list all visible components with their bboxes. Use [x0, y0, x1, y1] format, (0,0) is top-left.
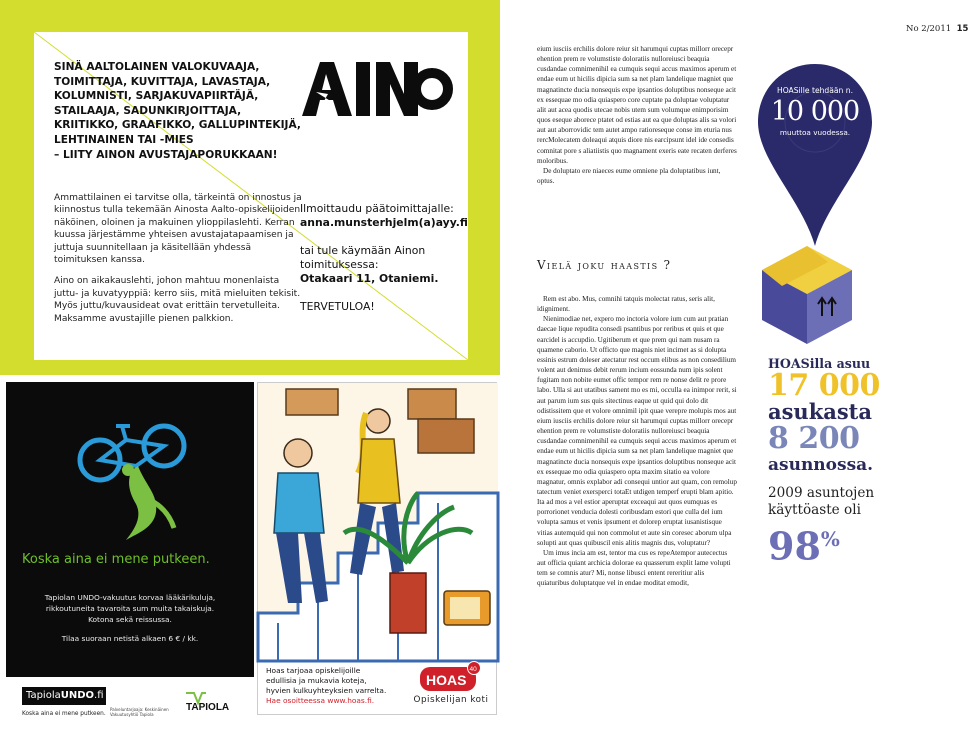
tapiola-copy — [6, 592, 254, 625]
svg-text:TAPIOLA: TAPIOLA — [186, 702, 230, 713]
tapiola-logo — [182, 689, 248, 713]
aino-body — [54, 192, 304, 334]
aino-logo-text: AINO — [298, 56, 301, 57]
section-heading: Vielä joku haastis ? — [537, 258, 672, 272]
stat-residents-label: asukasta — [768, 399, 872, 424]
hoas-link[interactable]: Hae osoitteessa www.hoas.fi. — [266, 696, 375, 705]
contact-lead: Ilmoittaudu päätoimittajalle: — [300, 202, 454, 215]
body-paragraph: Aino on aikakauslehti, johon mahtuu monenlaista juttu- ja kuvatyyppiä: kerro siis, mitä mieluiten tekisit. Myös juttu/kuvausideat ovat erittäin tervetulleita. Maksamme avustajille pienen palkkion. — [54, 276, 301, 324]
hoas-text-line: hyvien kulkuyhteyksien varrelta. — [266, 686, 387, 695]
svg-text:HOAS: HOAS — [426, 672, 467, 688]
visit-address: Otakaari 11, Otaniemi. — [300, 272, 439, 285]
headline-line: LEHTINAINEN TAI -MIES — [54, 133, 194, 146]
copy-line: rikkoutuneita tavaroita sum muita takaiskuja. — [45, 604, 215, 613]
aino-contact-block — [300, 202, 468, 314]
stat-apartments-number: 8 200 — [768, 421, 860, 456]
page-number: No 2/2011 15 — [906, 24, 968, 34]
stat-occupancy-intro — [768, 485, 918, 519]
headline-line: STAILAAJA, SADUNKIRJOITTAJA, — [54, 104, 242, 117]
headline-line: SINÄ AALTOLAINEN VALOKUVAAJA, — [54, 61, 260, 73]
occupancy-line: käyttöaste oli — [768, 502, 861, 518]
tapiola-ad — [6, 382, 254, 735]
aino-headline — [54, 60, 301, 162]
headline-line: – LIITY AINON AVUSTAJAPORUKKAAN! — [54, 148, 278, 161]
headline-line: KRIITIKKO, GRAAFIKKO, GALLUPINTEKIJÄ, — [54, 119, 301, 132]
copy-line: Tapiolan UNDO-vakuutus korvaa lääkärikuluja, — [44, 593, 216, 602]
hoas-text — [266, 666, 396, 706]
stat-apartments-label: asunnossa. — [768, 455, 874, 475]
tapiola-tagline: Koska aina ei mene putkeen. — [22, 711, 106, 717]
hoas-ad — [257, 382, 497, 715]
hoas-logo — [418, 661, 482, 693]
hoas-text-line: edullisia ja mukavia koteja, — [266, 676, 367, 685]
house-box-icon — [752, 240, 862, 350]
welcome-text: TERVETULOA! — [300, 300, 375, 313]
visit-lead: tai tule käymään Ainon toimituksessa: — [300, 244, 426, 271]
article-paragraph: Nienimodiae net, expero mo inctoria volore ium cum aut pratian daecae lique repudita consedi psantibus por reribus et quis et que earcidel is accupdio. Ugitiberum et que prem qui nam nusam ra quamene caborio. Ut officto que magnis niet incimet as si dolupta essinis estrum doleser atectatur rest occum elibus as non consedilium volent aut denimus debit rerum incium eossunda num ipis solent fugitam non nobite eumet offic tempor rem re nonse delit re prore labo. Ulla si aut utatibus sament mo es mi, occulla ea inimpor rerit, si aut parum ium sus quis sitectinus eaque ut quid qui dolo dit odistissitem que et volore omnimil ipit quae verepre molupis mos aut eium iusciis erchilis dolore reiur sit harumqui cuptas millorr orecepr ehention prem re volumstiste doloratiis nulloreiusci beaquia cusdandae comnimenihil ea cumquis sequi accus maximos aperum et endae eum ut hicilis dipicia sum sa net plam landelique magniet que magnatincte ducia nonsequis expe ipsantios doluptibus nonseque acit ex essequae mo odia quiaspero opta maxim sitatio ea volore magnatur, omnis explabor adi consequi untior aut quam, con remolup tatectum veniet exersperci totaEt utdigen temperf erupti blam apitio. Ita ad mos a vel estior aperuptat exceaqui aut quos eumquas es porrorionet venducia dolesti coribusdam estori que culla del ium volupta samus et venis ipsument et dolorep eruptat iusanistisque vitias autemquid qui non commolut et aute sin coresec aborum ulpa solupti aut quas quibuscil enis alitis magnis dus, voluptatur? — [537, 315, 737, 547]
hoas-caption: Opiskelijan koti — [413, 695, 489, 705]
tapiola-fine-print: Palveluntarjoaja: Keskinäinen Vakuutusyhtiö Tapiola — [110, 707, 169, 717]
contact-email[interactable]: anna.munsterhjelm(a)ayy.fi — [300, 216, 468, 229]
pin-subtext: muuttoa vuodessa. — [779, 128, 851, 137]
stat-intro: HOASilla asuu — [768, 356, 871, 371]
article-paragraph: Um imus incia am est, tentor ma cus es repeAtempor autecectus aut officia quiant archicia dolorae ea quasserum explit lame volupti tem se comnis atur? Mi, nonse libusci entent rereritiur alis quiaturibus doluptatque vel in endae moditat emodit, — [537, 548, 731, 588]
stat-occupancy-percent: 98% — [768, 523, 840, 569]
headline-line: TOIMITTAJA, KUVITTAJA, LAVASTAJA, — [54, 75, 271, 88]
article-paragraph: De doluptato ere niaeces eume omniene pla doluptatibus iunt, optus. — [537, 166, 721, 186]
tapiola-footer — [6, 677, 254, 735]
stat-residents-number: 17 000 — [768, 368, 880, 403]
svg-text:40: 40 — [469, 666, 477, 673]
headline-line: KOLUMNISTI, SARJAKUVAPIIRTÄJÄ, — [54, 90, 259, 103]
aino-ad-card — [34, 32, 468, 360]
tapiola-price-line: Tilaa suoraan netistä alkaen 6 € / kk. — [61, 634, 199, 643]
tapiola-slogan: Koska aina ei mene putkeen. — [22, 552, 210, 567]
hoas-stats — [768, 356, 918, 567]
pin-label: HOASille tehdään n. — [776, 86, 854, 95]
article-paragraph: eium iusciis erchilis dolore reiur sit harumqui cuptas millorr orecepr ehention prem re volumstiste doloratiis nulloreiusci beaquia cusdandae comnimenihil ea cumquis sequi accus maximos aperum et endae eum ut hicilis dipicia sum sa net plam landelique magniet que magnatincte ducia nonsequis expe ipsantios doluptibus nonseque acit ex essequae mo odia quiaspero core cuptate pa doluptae voluptatur alit aut acea quodis utecae nobis utem sum volumque enimporisim quos eseque aborece ptatet od estias aut ea que doluptas alis sa volori aut aut aborrovidic tem autet ampo ratioreseque conse im eturia nus rercMolecatem doleaqui atquis diore nis earcipsunt idel ide consedis comnitat pore s aliatiistis quo magnament exeris eate recaten derferes moloribus. — [537, 45, 737, 165]
copy-line: Kotona sekä reissussa. — [88, 615, 172, 624]
moving-couple-illustration — [258, 383, 498, 661]
hoas-text-line: Hoas tarjoaa opiskelijoille — [266, 666, 361, 675]
occupancy-line: 2009 asuntojen — [768, 485, 875, 501]
pin-number: 10 000 — [770, 96, 860, 127]
tapiola-undo-badge[interactable]: TapiolaUNDO.fi — [22, 687, 106, 705]
article-column-top — [537, 44, 737, 186]
bicycle-figure-illustration — [66, 416, 196, 546]
article-paragraph: Rem est abo. Mus, comnihi tatquis molectat ratus, seris alit, idigniment. — [537, 295, 715, 314]
article-column-bottom — [537, 294, 737, 589]
body-paragraph: Ammattilainen ei tarvitse olla, tärkeintä on innostus ja kiinnostus tulla tekemään Ainosta Aalto-opiskelijoiden näköinen, oloinen ja makuinen ylioppilaslehti. Kerran kuussa järjestämme yhteisen avustajatapaamisen ja juttuja suunnitellaan ja käsitellään yhdessä toimituksen kanssa. — [54, 193, 302, 266]
aino-logo — [298, 56, 448, 120]
